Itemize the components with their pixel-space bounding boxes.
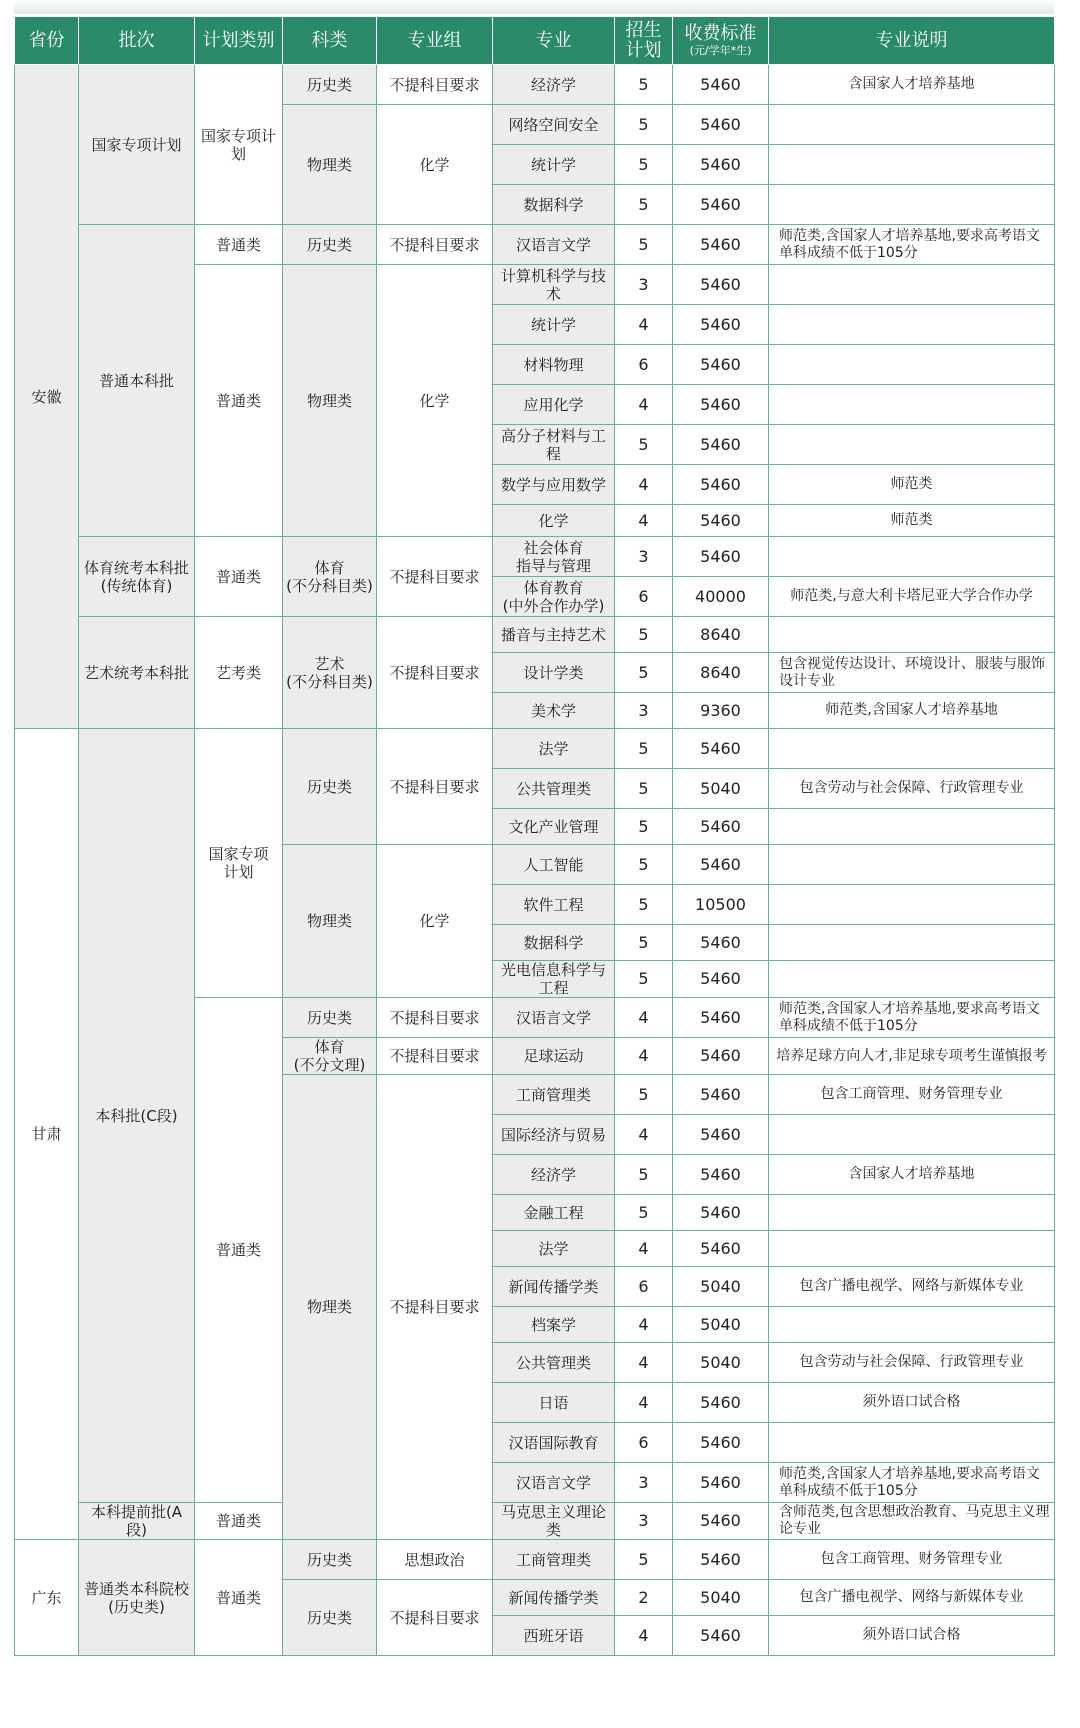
plan-cell: 5 <box>615 809 673 845</box>
plan-type-cell: 普通类 <box>195 537 283 617</box>
plan-cell: 6 <box>615 1423 673 1463</box>
note-cell <box>769 885 1055 925</box>
plan-cell: 6 <box>615 345 673 385</box>
fee-cell: 5460 <box>673 1540 769 1580</box>
major-cell: 马克思主义理论类 <box>493 1503 615 1540</box>
note-cell: 包含视觉传达设计、环境设计、服装与服饰设计专业 <box>769 653 1055 693</box>
major-cell: 社会体育 指导与管理 <box>493 537 615 577</box>
fee-cell: 5460 <box>673 1423 769 1463</box>
plan-cell: 3 <box>615 1503 673 1540</box>
batch-cell: 国家专项计划 <box>79 65 195 225</box>
plan-cell: 5 <box>615 225 673 265</box>
subject-cell: 历史类 <box>283 225 377 265</box>
note-cell: 师范类 <box>769 505 1055 537</box>
header-province: 省份 <box>15 17 79 65</box>
fee-cell: 8640 <box>673 617 769 653</box>
major-cell: 人工智能 <box>493 845 615 885</box>
header-group: 专业组 <box>377 17 493 65</box>
plan-cell: 5 <box>615 145 673 185</box>
subject-cell: 物理类 <box>283 845 377 998</box>
note-cell <box>769 1231 1055 1267</box>
fee-cell: 5460 <box>673 465 769 505</box>
province-cell: 广东 <box>15 1540 79 1656</box>
batch-cell: 本科批(C段) <box>79 729 195 1503</box>
plan-cell: 5 <box>615 1195 673 1231</box>
table-row <box>15 65 1055 105</box>
fee-cell: 5460 <box>673 809 769 845</box>
major-cell: 数据科学 <box>493 925 615 961</box>
fee-cell: 5460 <box>673 1195 769 1231</box>
note-cell <box>769 1307 1055 1343</box>
plan-cell: 5 <box>615 425 673 465</box>
fee-cell: 5460 <box>673 1155 769 1195</box>
plan-type-cell: 普通类 <box>195 998 283 1503</box>
plan-cell: 5 <box>615 769 673 809</box>
plan-cell: 5 <box>615 1155 673 1195</box>
fee-cell: 5460 <box>673 505 769 537</box>
major-cell: 网络空间安全 <box>493 105 615 145</box>
note-cell <box>769 1423 1055 1463</box>
fee-cell: 5460 <box>673 1463 769 1503</box>
major-cell: 足球运动 <box>493 1038 615 1075</box>
major-cell: 国际经济与贸易 <box>493 1115 615 1155</box>
subject-cell: 历史类 <box>283 1580 377 1656</box>
subject-cell: 体育 (不分科目类) <box>283 537 377 617</box>
header-subject: 科类 <box>283 17 377 65</box>
plan-cell: 5 <box>615 961 673 998</box>
fee-cell: 5460 <box>673 1038 769 1075</box>
table-row <box>15 1540 1055 1580</box>
fee-cell: 5460 <box>673 145 769 185</box>
note-cell: 培养足球方向人才,非足球专项考生谨慎报考 <box>769 1038 1055 1075</box>
plan-cell: 4 <box>615 465 673 505</box>
fee-cell: 5460 <box>673 998 769 1038</box>
major-cell: 体育教育 (中外合作办学) <box>493 577 615 617</box>
plan-cell: 4 <box>615 305 673 345</box>
fee-cell: 5460 <box>673 1503 769 1540</box>
note-cell <box>769 425 1055 465</box>
plan-cell: 4 <box>615 1307 673 1343</box>
table-row <box>15 1503 1055 1540</box>
fee-cell: 5460 <box>673 537 769 577</box>
fee-cell: 5460 <box>673 1075 769 1115</box>
header-enroll-plan: 招生 计划 <box>615 17 673 65</box>
group-cell: 化学 <box>377 105 493 225</box>
batch-cell: 艺术统考本科批 <box>79 617 195 729</box>
major-cell: 西班牙语 <box>493 1616 615 1656</box>
subject-cell: 历史类 <box>283 729 377 845</box>
group-cell: 化学 <box>377 845 493 998</box>
plan-cell: 4 <box>615 998 673 1038</box>
note-cell: 含国家人才培养基地 <box>769 1155 1055 1195</box>
group-cell: 不提科目要求 <box>377 225 493 265</box>
note-cell: 师范类 <box>769 465 1055 505</box>
plan-cell: 6 <box>615 1267 673 1307</box>
subject-cell: 历史类 <box>283 998 377 1038</box>
province-cell: 安徽 <box>15 65 79 729</box>
major-cell: 设计学类 <box>493 653 615 693</box>
fee-cell: 5460 <box>673 425 769 465</box>
note-cell: 包含劳动与社会保障、行政管理专业 <box>769 1343 1055 1383</box>
note-cell: 师范类,与意大利卡塔尼亚大学合作办学 <box>769 577 1055 617</box>
province-cell: 甘肃 <box>15 729 79 1540</box>
fee-cell: 5460 <box>673 305 769 345</box>
subject-cell: 艺术 (不分科目类) <box>283 617 377 729</box>
note-cell <box>769 729 1055 769</box>
fee-cell: 5040 <box>673 1267 769 1307</box>
subject-cell: 物理类 <box>283 265 377 537</box>
batch-cell: 本科提前批(A段) <box>79 1503 195 1540</box>
major-cell: 工商管理类 <box>493 1540 615 1580</box>
major-cell: 应用化学 <box>493 385 615 425</box>
table-row <box>15 729 1055 769</box>
major-cell: 法学 <box>493 1231 615 1267</box>
fee-cell: 5460 <box>673 729 769 769</box>
note-cell: 师范类,含国家人才培养基地 <box>769 693 1055 729</box>
fee-cell: 5460 <box>673 1115 769 1155</box>
plan-cell: 4 <box>615 1231 673 1267</box>
fee-cell: 5460 <box>673 1616 769 1656</box>
plan-type-cell: 国家专项计划 <box>195 65 283 225</box>
group-cell: 不提科目要求 <box>377 729 493 845</box>
note-cell <box>769 809 1055 845</box>
major-cell: 经济学 <box>493 65 615 105</box>
fee-cell: 5460 <box>673 845 769 885</box>
plan-cell: 6 <box>615 577 673 617</box>
batch-cell: 体育统考本科批 (传统体育) <box>79 537 195 617</box>
note-cell: 包含工商管理、财务管理专业 <box>769 1075 1055 1115</box>
note-cell <box>769 617 1055 653</box>
subject-cell: 体育 (不分文理) <box>283 1038 377 1075</box>
header-fee: 收费标准 (元/学年*生) <box>673 17 769 65</box>
plan-cell: 5 <box>615 65 673 105</box>
note-cell: 须外语口试合格 <box>769 1616 1055 1656</box>
note-cell <box>769 1115 1055 1155</box>
group-cell: 不提科目要求 <box>377 1038 493 1075</box>
group-cell: 不提科目要求 <box>377 617 493 729</box>
plan-cell: 5 <box>615 185 673 225</box>
note-cell: 包含广播电视学、网络与新媒体专业 <box>769 1267 1055 1307</box>
major-cell: 光电信息科学与工程 <box>493 961 615 998</box>
major-cell: 经济学 <box>493 1155 615 1195</box>
note-cell <box>769 1195 1055 1231</box>
major-cell: 新闻传播学类 <box>493 1580 615 1616</box>
note-cell: 含国家人才培养基地 <box>769 65 1055 105</box>
fee-cell: 5460 <box>673 385 769 425</box>
note-cell <box>769 345 1055 385</box>
major-cell: 日语 <box>493 1383 615 1423</box>
plan-cell: 4 <box>615 1383 673 1423</box>
fee-cell: 5460 <box>673 105 769 145</box>
subject-cell: 历史类 <box>283 65 377 105</box>
major-cell: 计算机科学与技术 <box>493 265 615 305</box>
plan-type-cell: 普通类 <box>195 265 283 537</box>
top-decor-bar <box>14 0 1054 14</box>
table-body <box>15 65 1055 1656</box>
subject-cell: 物理类 <box>283 1075 377 1540</box>
subject-cell: 物理类 <box>283 105 377 225</box>
plan-type-cell: 普通类 <box>195 1503 283 1540</box>
plan-cell: 2 <box>615 1580 673 1616</box>
fee-cell: 5040 <box>673 769 769 809</box>
group-cell: 不提科目要求 <box>377 65 493 105</box>
major-cell: 播音与主持艺术 <box>493 617 615 653</box>
header-batch: 批次 <box>79 17 195 65</box>
plan-cell: 5 <box>615 1075 673 1115</box>
fee-cell: 10500 <box>673 885 769 925</box>
enrollment-table <box>14 16 1055 1656</box>
major-cell: 公共管理类 <box>493 769 615 809</box>
note-cell: 师范类,含国家人才培养基地,要求高考语文单科成绩不低于105分 <box>769 1463 1055 1503</box>
note-cell: 师范类,含国家人才培养基地,要求高考语文单科成绩不低于105分 <box>769 225 1055 265</box>
plan-cell: 5 <box>615 1540 673 1580</box>
fee-cell: 5460 <box>673 265 769 305</box>
fee-cell: 5040 <box>673 1307 769 1343</box>
plan-type-cell: 普通类 <box>195 225 283 265</box>
major-cell: 公共管理类 <box>493 1343 615 1383</box>
table-row <box>15 225 1055 265</box>
fee-cell: 5040 <box>673 1343 769 1383</box>
major-cell: 汉语言文学 <box>493 225 615 265</box>
note-cell: 师范类,含国家人才培养基地,要求高考语文单科成绩不低于105分 <box>769 998 1055 1038</box>
fee-cell: 8640 <box>673 653 769 693</box>
note-cell <box>769 961 1055 998</box>
batch-cell: 普通类本科院校 (历史类) <box>79 1540 195 1656</box>
plan-cell: 4 <box>615 385 673 425</box>
major-cell: 法学 <box>493 729 615 769</box>
plan-cell: 5 <box>615 845 673 885</box>
plan-type-cell: 艺考类 <box>195 617 283 729</box>
major-cell: 化学 <box>493 505 615 537</box>
major-cell: 统计学 <box>493 305 615 345</box>
fee-cell: 5460 <box>673 345 769 385</box>
fee-cell: 5460 <box>673 1231 769 1267</box>
plan-cell: 5 <box>615 729 673 769</box>
plan-cell: 4 <box>615 1343 673 1383</box>
group-cell: 不提科目要求 <box>377 1580 493 1656</box>
plan-cell: 4 <box>615 1115 673 1155</box>
major-cell: 档案学 <box>493 1307 615 1343</box>
fee-cell: 40000 <box>673 577 769 617</box>
group-cell: 不提科目要求 <box>377 1075 493 1540</box>
plan-cell: 3 <box>615 1463 673 1503</box>
header-plan-type: 计划类别 <box>195 17 283 65</box>
major-cell: 汉语言文学 <box>493 998 615 1038</box>
major-cell: 汉语言文学 <box>493 1463 615 1503</box>
note-cell <box>769 145 1055 185</box>
note-cell <box>769 925 1055 961</box>
fee-cell: 5460 <box>673 925 769 961</box>
note-cell: 包含工商管理、财务管理专业 <box>769 1540 1055 1580</box>
group-cell: 化学 <box>377 265 493 537</box>
plan-cell: 5 <box>615 653 673 693</box>
note-cell <box>769 185 1055 225</box>
major-cell: 金融工程 <box>493 1195 615 1231</box>
plan-cell: 3 <box>615 693 673 729</box>
group-cell: 不提科目要求 <box>377 998 493 1038</box>
fee-cell: 5460 <box>673 65 769 105</box>
plan-cell: 4 <box>615 1616 673 1656</box>
table-row <box>15 537 1055 577</box>
note-cell <box>769 105 1055 145</box>
major-cell: 数据科学 <box>493 185 615 225</box>
note-cell <box>769 385 1055 425</box>
major-cell: 数学与应用数学 <box>493 465 615 505</box>
plan-cell: 5 <box>615 885 673 925</box>
note-cell: 包含广播电视学、网络与新媒体专业 <box>769 1580 1055 1616</box>
note-cell <box>769 537 1055 577</box>
major-cell: 材料物理 <box>493 345 615 385</box>
header-row <box>15 17 1055 65</box>
fee-cell: 9360 <box>673 693 769 729</box>
fee-cell: 5460 <box>673 185 769 225</box>
note-cell <box>769 265 1055 305</box>
plan-cell: 5 <box>615 105 673 145</box>
fee-cell: 5460 <box>673 961 769 998</box>
plan-cell: 5 <box>615 925 673 961</box>
plan-cell: 4 <box>615 1038 673 1075</box>
fee-cell: 5040 <box>673 1580 769 1616</box>
subject-cell: 历史类 <box>283 1540 377 1580</box>
note-cell <box>769 845 1055 885</box>
major-cell: 新闻传播学类 <box>493 1267 615 1307</box>
plan-cell: 3 <box>615 265 673 305</box>
group-cell: 思想政治 <box>377 1540 493 1580</box>
major-cell: 高分子材料与工程 <box>493 425 615 465</box>
table-row <box>15 617 1055 653</box>
major-cell: 工商管理类 <box>493 1075 615 1115</box>
header-note: 专业说明 <box>769 17 1055 65</box>
major-cell: 软件工程 <box>493 885 615 925</box>
major-cell: 文化产业管理 <box>493 809 615 845</box>
plan-cell: 3 <box>615 537 673 577</box>
plan-type-cell: 国家专项 计划 <box>195 729 283 998</box>
fee-cell: 5460 <box>673 225 769 265</box>
note-cell: 须外语口试合格 <box>769 1383 1055 1423</box>
note-cell: 含师范类,包含思想政治教育、马克思主义理论专业 <box>769 1503 1055 1540</box>
major-cell: 美术学 <box>493 693 615 729</box>
note-cell: 包含劳动与社会保障、行政管理专业 <box>769 769 1055 809</box>
plan-cell: 4 <box>615 505 673 537</box>
batch-cell: 普通本科批 <box>79 225 195 537</box>
major-cell: 汉语国际教育 <box>493 1423 615 1463</box>
plan-type-cell: 普通类 <box>195 1540 283 1656</box>
group-cell: 不提科目要求 <box>377 537 493 617</box>
fee-cell: 5460 <box>673 1383 769 1423</box>
header-major: 专业 <box>493 17 615 65</box>
major-cell: 统计学 <box>493 145 615 185</box>
plan-cell: 5 <box>615 617 673 653</box>
note-cell <box>769 305 1055 345</box>
